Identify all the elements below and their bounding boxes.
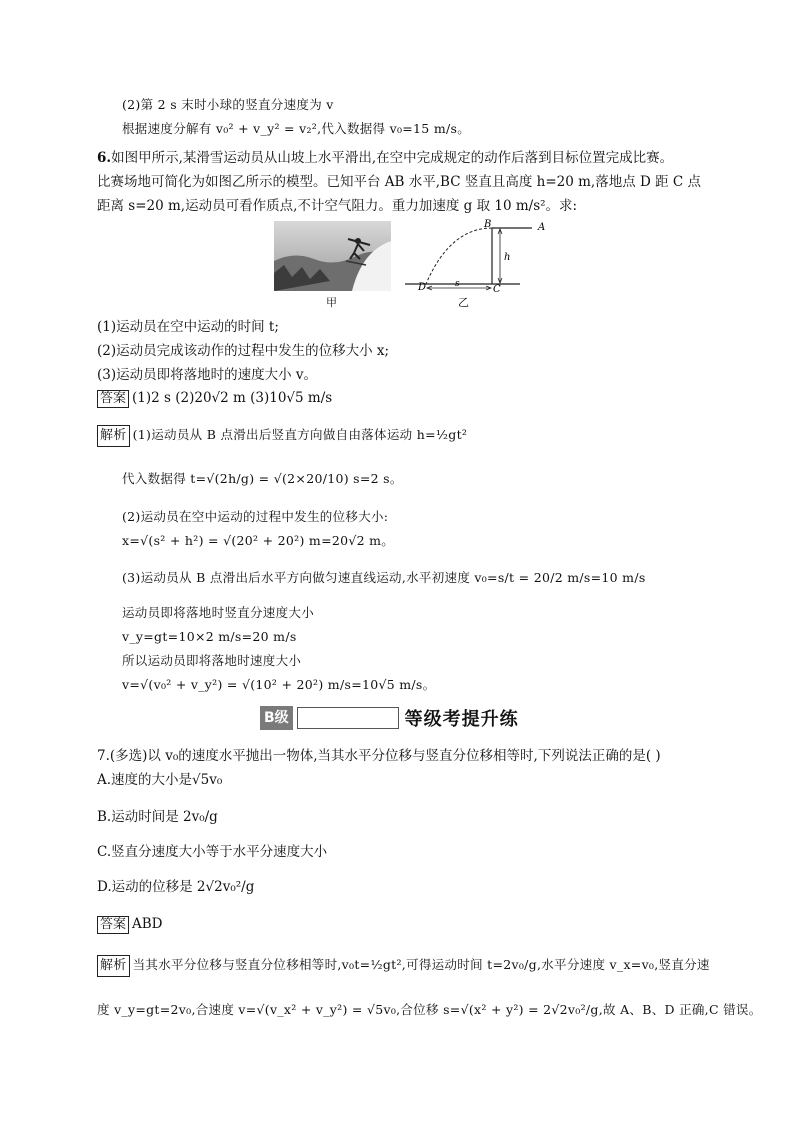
- q7-analysis-1: 解析 当其水平分位移与竖直分位移相等时,v₀t=½gt²,可得运动时间 t=2v₀/g,水平分速度 v_x=v₀,竖直分速: [97, 955, 710, 977]
- q6-answer: (1)2 s (2)20√2 m (3)10√5 m/s: [132, 390, 333, 406]
- q6-sub-2: (2)运动员完成该动作的过程中发生的位移大小 x;: [97, 343, 390, 359]
- q6-analysis-9: v=√(v₀² + v_y²) = √(10² + 20²) m/s=10√5 m/s。: [122, 677, 436, 692]
- q7-option-b: B.运动时间是 2v₀/g: [97, 809, 218, 825]
- q7-analysis-2: 度 v_y=gt=2v₀,合速度 v=√(v_x² + v_y²) = √5v₀,合位移 s=√(x² + y²) = 2√2v₀²/g,故 A、B、D 正确,C 错误。: [97, 1002, 762, 1017]
- trajectory-curve: [426, 228, 492, 284]
- q7-option-a: A.速度的大小是√5v₀: [97, 772, 223, 788]
- label-a: A: [538, 222, 546, 233]
- q6-stem-1: 6.如图甲所示,某滑雪运动员从山坡上水平滑出,在空中完成规定的动作后落到目标位置完成比赛。: [97, 150, 674, 166]
- model-diagram: [400, 218, 560, 293]
- fig-jia-caption: 甲: [326, 296, 337, 309]
- q7-answer-line: [97, 915, 163, 934]
- skier-photo-image: [274, 221, 391, 291]
- q6-analysis-5: (3)运动员从 B 点滑出后水平方向做匀速直线运动,水平初速度 v₀=s/t = 20/2 m/s=10 m/s: [122, 570, 646, 585]
- q6-answer-line: [97, 389, 332, 408]
- q6-analysis-2: 代入数据得 t=√(2h/g) = √(2×20/10) s=2 s。: [122, 471, 403, 486]
- q6-analysis-4: x=√(s² + h²) = √(20² + 20²) m=20√2 m。: [122, 533, 395, 548]
- section-header: [260, 706, 519, 730]
- q6-sub-1: (1)运动员在空中运动的时间 t;: [97, 319, 279, 335]
- prev-line-2: 根据速度分解有 v₀² + v_y² = v₂²,代入数据得 v₀=15 m/s。: [122, 121, 471, 136]
- label-d: D: [418, 282, 427, 293]
- q7-answer-tag: 答案: [97, 916, 129, 934]
- q6-analysis-1: 解析 (1)运动员从 B 点滑出后竖直方向做自由落体运动 h=½gt²: [97, 425, 467, 447]
- label-h: h: [504, 252, 511, 263]
- skier-photo: [274, 221, 391, 291]
- q6-stem-2: 比赛场地可简化为如图乙所示的模型。已知平台 AB 水平,BC 竖直且高度 h=20 m,落地点 D 距 C 点: [97, 174, 702, 190]
- q7-analysis-tag: 解析: [97, 955, 130, 977]
- q6-analysis-3: (2)运动员在空中运动的过程中发生的位移大小:: [122, 509, 389, 524]
- label-b: B: [484, 219, 492, 230]
- q6-analysis-6: 运动员即将落地时竖直分速度大小: [122, 605, 315, 620]
- q7-option-c: C.竖直分速度大小等于水平分速度大小: [97, 844, 328, 860]
- label-s: s: [455, 279, 460, 289]
- section-level-badge: B级: [260, 706, 293, 730]
- q7-answer: ABD: [132, 916, 163, 932]
- q6-analysis-8: 所以运动员即将落地时速度大小: [122, 653, 302, 668]
- q6-analysis-7: v_y=gt=10×2 m/s=20 m/s: [122, 629, 297, 644]
- label-c: C: [493, 284, 501, 293]
- q6-number: 6.: [97, 150, 112, 166]
- fig-yi-caption: 乙: [458, 296, 469, 309]
- q6-answer-tag: 答案: [97, 390, 129, 408]
- q6-analysis-tag: 解析: [97, 425, 130, 447]
- prev-line-1: (2)第 2 s 末时小球的竖直分速度为 v: [122, 97, 334, 112]
- q7-stem: 7.(多选)以 v₀的速度水平抛出一物体,当其水平分位移与竖直分位移相等时,下列说法正确的是( ): [97, 748, 661, 764]
- q6-stem-3: 距离 s=20 m,运动员可看作质点,不计空气阻力。重力加速度 g 取 10 m/s²。求:: [97, 198, 578, 214]
- section-blank-box: [297, 707, 399, 729]
- q7-option-d: D.运动的位移是 2√2v₀²/g: [97, 879, 255, 895]
- model-diagram-svg: [400, 218, 560, 293]
- q6-sub-3: (3)运动员即将落地时的速度大小 v。: [97, 367, 318, 383]
- section-title: 等级考提升练: [404, 709, 519, 730]
